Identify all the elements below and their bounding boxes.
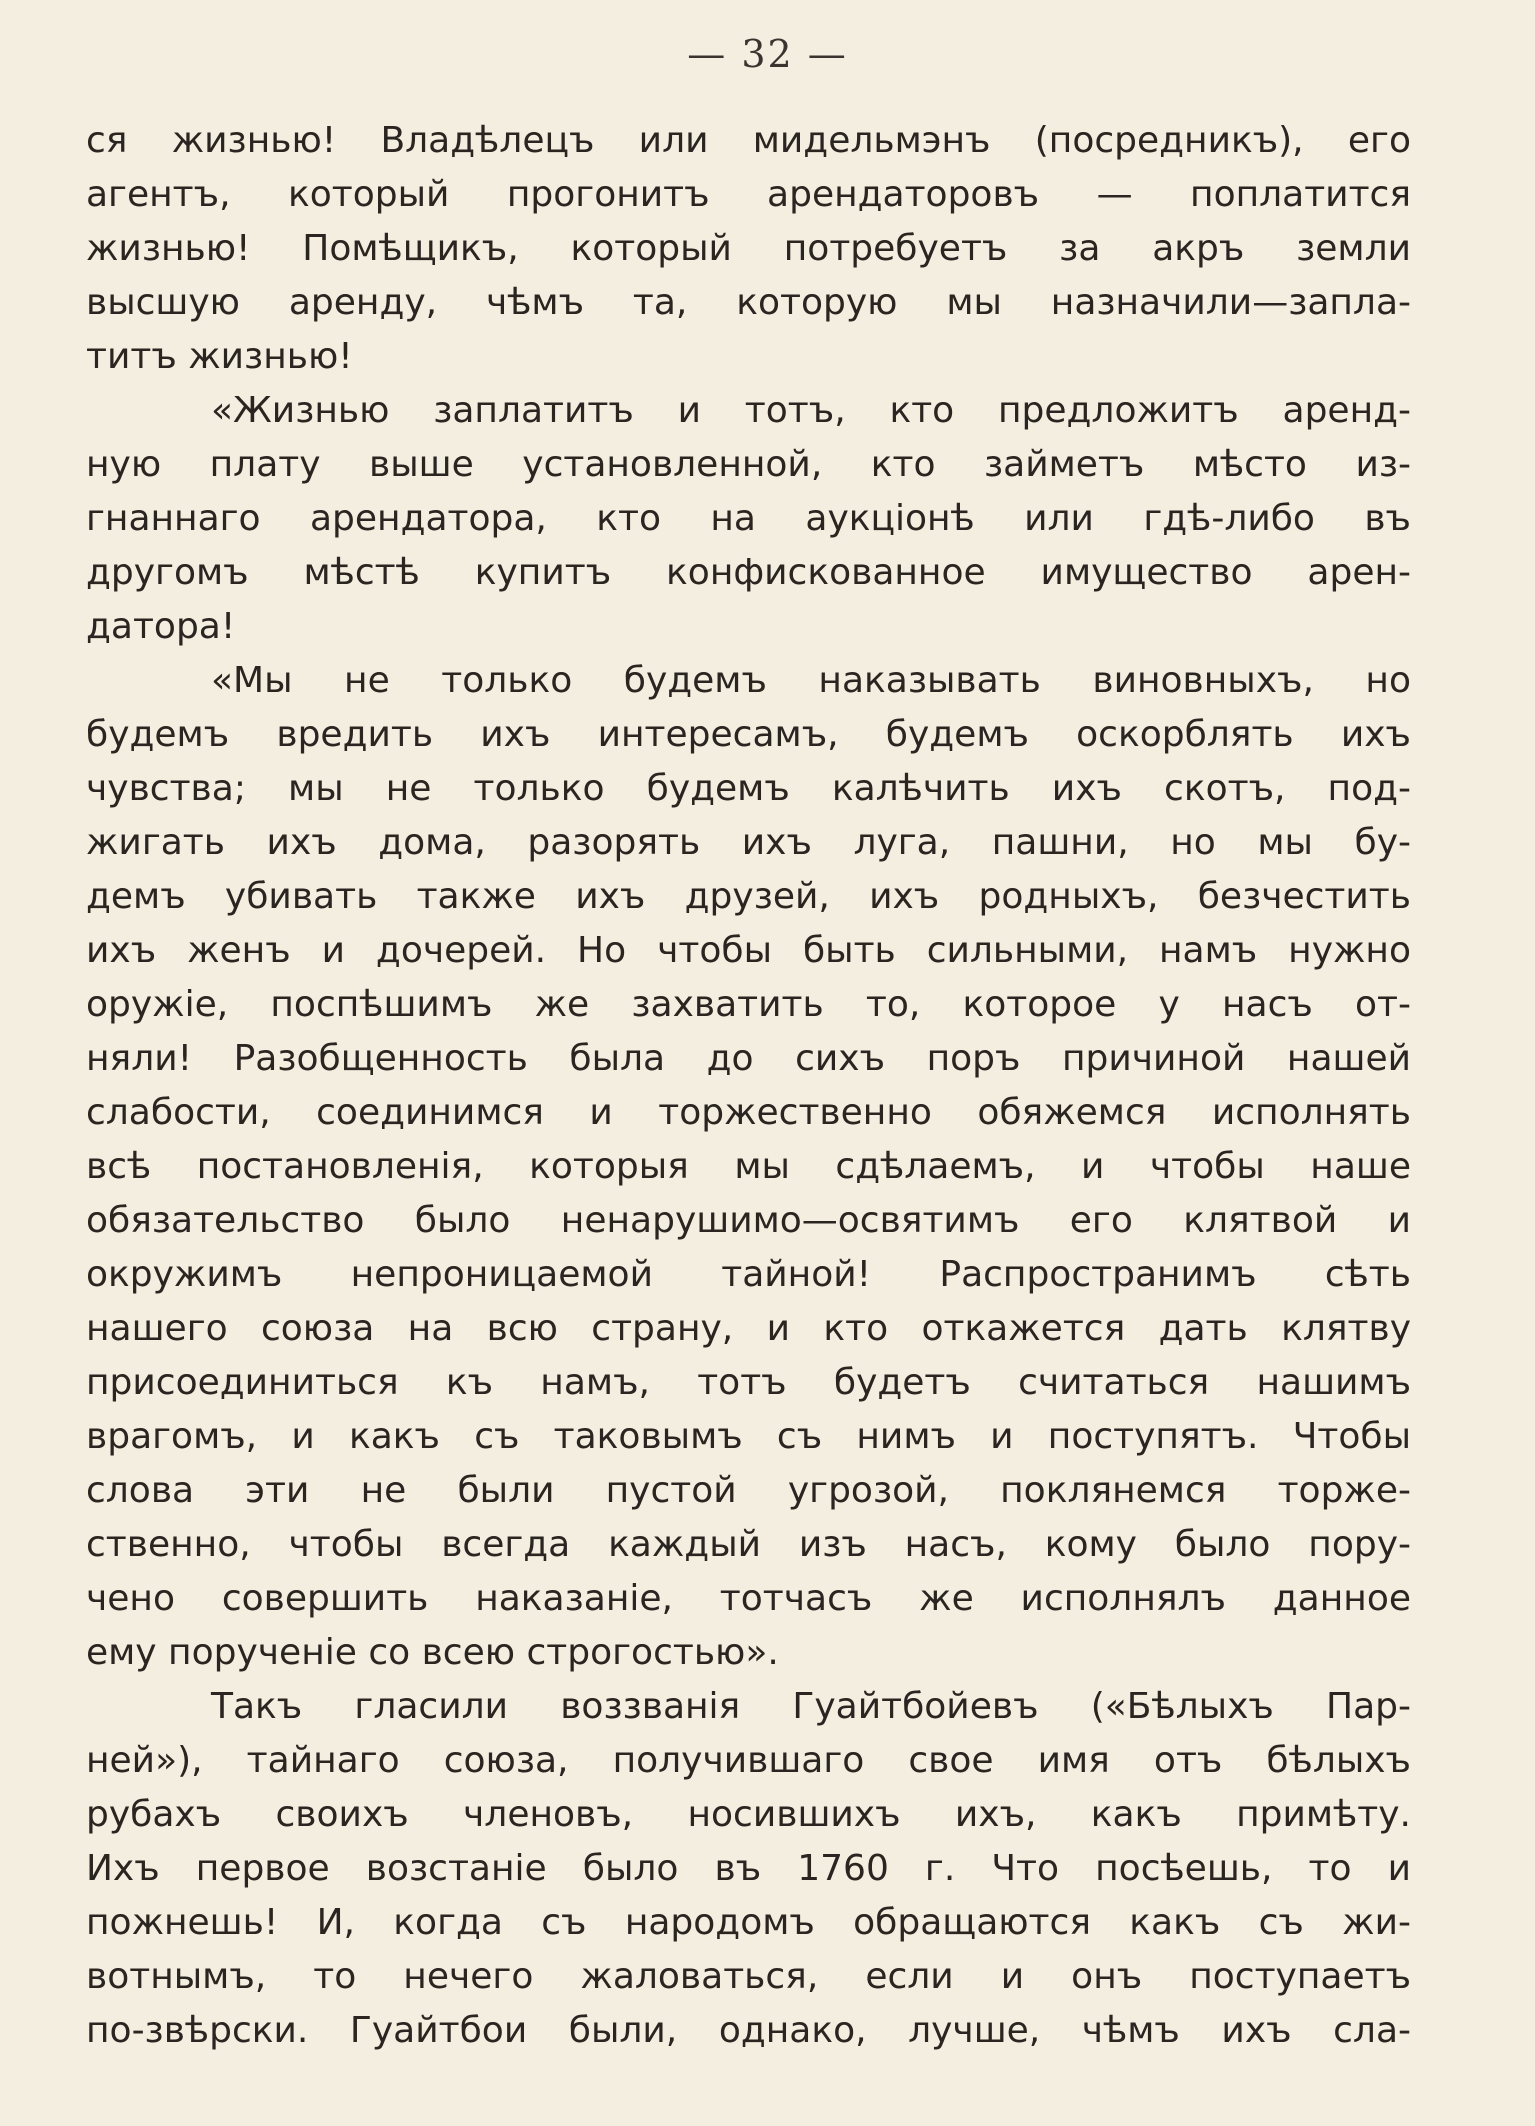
text-line: будемъ вредить ихъ интересамъ, будемъ оскорблять ихъ bbox=[86, 714, 1411, 755]
text-line: «Мы не только будемъ наказывать виновныхъ, но bbox=[211, 660, 1411, 701]
page-number: — 32 — bbox=[687, 32, 848, 76]
text-line: Такъ гласили воззванія Гуайтбойевъ («Бѣлыхъ Пар- bbox=[211, 1686, 1411, 1727]
text-line: чено совершить наказаніе, тотчасъ же исполнялъ данное bbox=[86, 1578, 1411, 1619]
body-text bbox=[86, 114, 1411, 2058]
text-line: «Жизнью заплатитъ и тотъ, кто предложитъ аренд- bbox=[211, 390, 1411, 431]
text-line: всѣ постановленія, которыя мы сдѣлаемъ, и чтобы наше bbox=[86, 1146, 1411, 1187]
text-line: рубахъ своихъ членовъ, носившихъ ихъ, какъ примѣту. bbox=[86, 1794, 1411, 1835]
text-line: пожнешь! И, когда съ народомъ обращаются какъ съ жи- bbox=[86, 1902, 1411, 1943]
text-line: жигать ихъ дома, разорять ихъ луга, пашни, но мы бу- bbox=[86, 822, 1411, 863]
text-line: демъ убивать также ихъ друзей, ихъ родныхъ, безчестить bbox=[86, 876, 1411, 917]
text-line: слабости, соединимся и торжественно обяжемся исполнять bbox=[86, 1092, 1411, 1133]
text-line: ся жизнью! Владѣлецъ или мидельмэнъ (посредникъ), его bbox=[86, 120, 1411, 161]
text-line: титъ жизнью! bbox=[86, 336, 353, 377]
text-line: агентъ, который прогонитъ арендаторовъ — поплатится bbox=[86, 174, 1411, 215]
text-line: по-звѣрски. Гуайтбои были, однако, лучше, чѣмъ ихъ сла- bbox=[86, 2010, 1411, 2051]
text-line: оружіе, поспѣшимъ же захватить то, которое у насъ от- bbox=[86, 984, 1411, 1025]
text-line: присоединиться къ намъ, тотъ будетъ считаться нашимъ bbox=[86, 1362, 1411, 1403]
text-line: ственно, чтобы всегда каждый изъ насъ, кому было пору- bbox=[86, 1524, 1411, 1565]
text-line: другомъ мѣстѣ купитъ конфискованное имущество арен- bbox=[86, 552, 1411, 593]
text-line: нашего союза на всю страну, и кто откажется дать клятву bbox=[86, 1308, 1411, 1349]
text-line: ихъ женъ и дочерей. Но чтобы быть сильными, намъ нужно bbox=[86, 930, 1411, 971]
text-line: жизнью! Помѣщикъ, который потребуетъ за акръ земли bbox=[86, 228, 1411, 269]
text-line: Ихъ первое возстаніе было въ 1760 г. Что посѣешь, то и bbox=[86, 1848, 1411, 1889]
text-line: чувства; мы не только будемъ калѣчить ихъ скотъ, под- bbox=[86, 768, 1411, 809]
text-line: ней»), тайнаго союза, получившаго свое имя отъ бѣлыхъ bbox=[86, 1740, 1411, 1781]
text-line: датора! bbox=[86, 606, 236, 647]
text-line: высшую аренду, чѣмъ та, которую мы назначили—запла- bbox=[86, 282, 1411, 323]
text-line: ную плату выше установленной, кто займетъ мѣсто из- bbox=[86, 444, 1411, 485]
text-line: ему порученіе со всею строгостью». bbox=[86, 1632, 779, 1673]
text-line: окружимъ непроницаемой тайной! Распространимъ сѣть bbox=[86, 1254, 1411, 1295]
text-line: гнаннаго арендатора, кто на аукціонѣ или гдѣ-либо въ bbox=[86, 498, 1411, 539]
text-line: вотнымъ, то нечего жаловаться, если и онъ поступаетъ bbox=[86, 1956, 1411, 1997]
text-line: обязательство было ненарушимо—освятимъ его клятвой и bbox=[86, 1200, 1411, 1241]
text-line: врагомъ, и какъ съ таковымъ съ нимъ и поступятъ. Чтобы bbox=[86, 1416, 1411, 1457]
text-line: няли! Разобщенность была до сихъ поръ причиной нашей bbox=[86, 1038, 1411, 1079]
text-line: слова эти не были пустой угрозой, поклянемся торже- bbox=[86, 1470, 1411, 1511]
